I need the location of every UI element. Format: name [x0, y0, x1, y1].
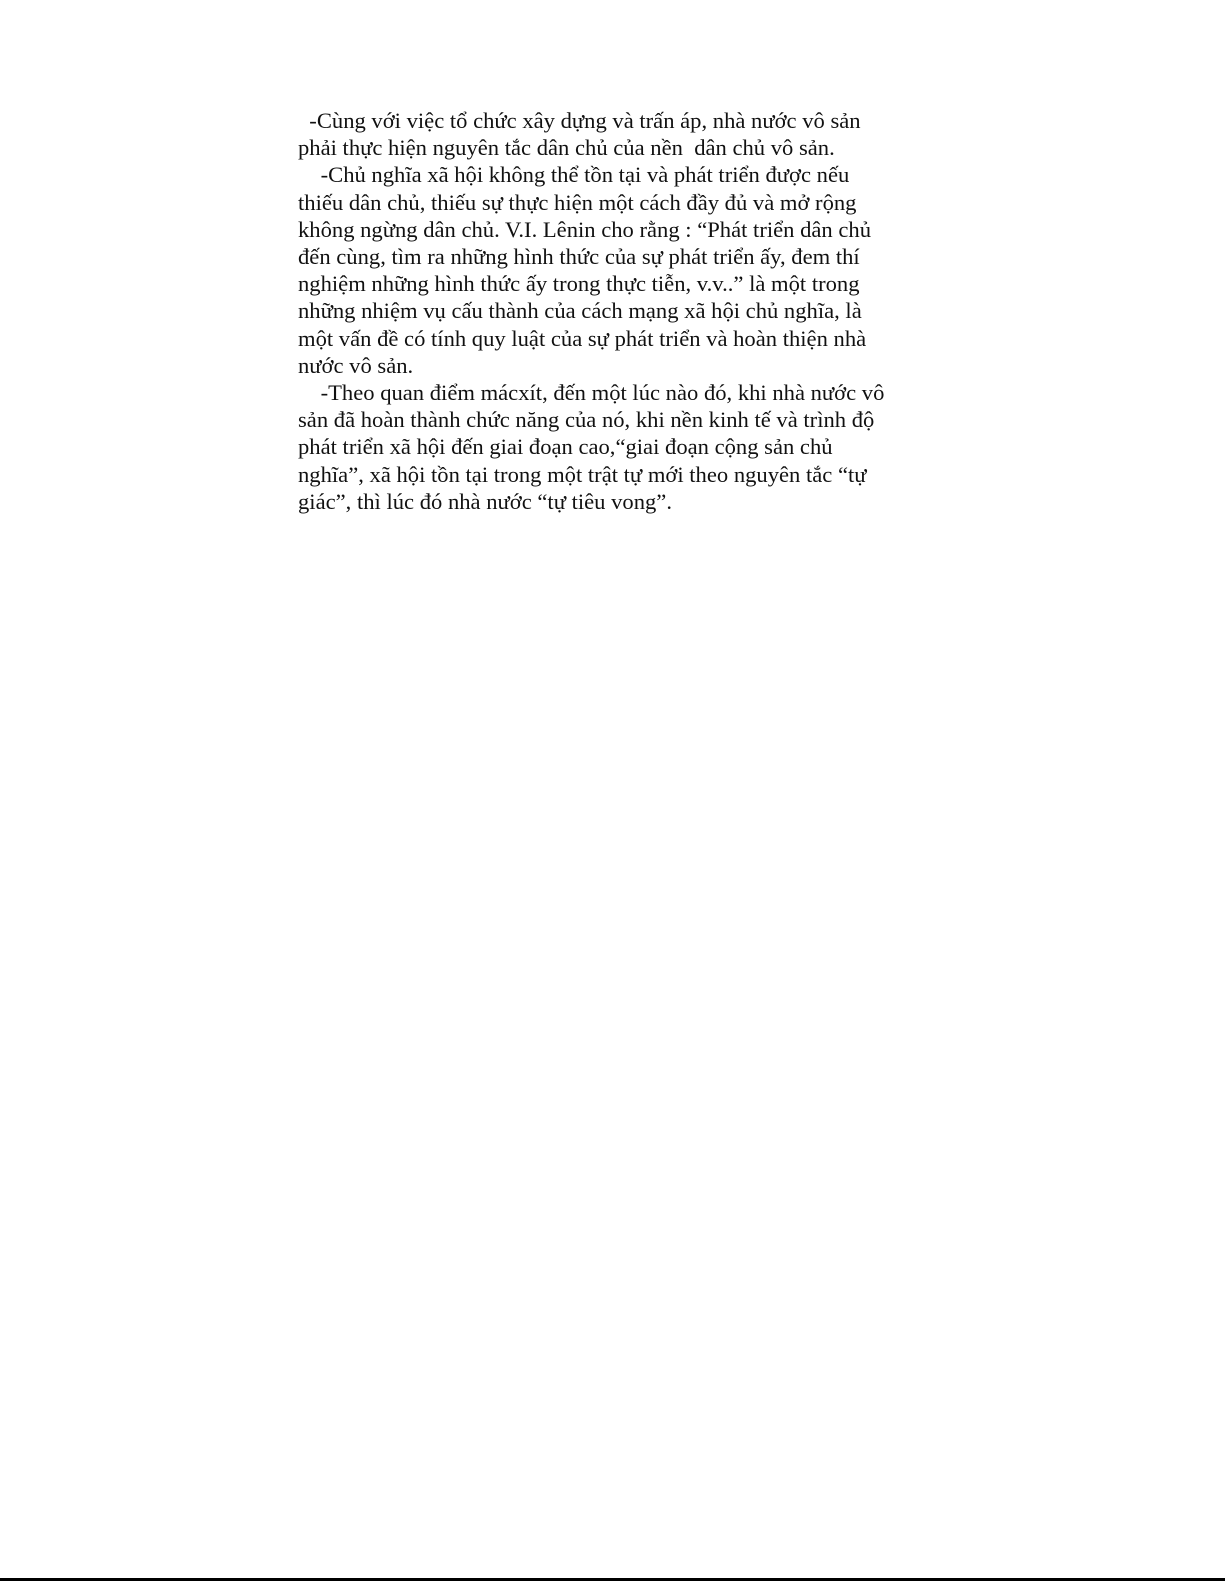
text-line: đến cùng, tìm ra những hình thức của sự phát triển ấy, đem thí	[298, 244, 860, 270]
text-line: -Cùng với việc tổ chức xây dựng và trấn áp, nhà nước vô sản	[298, 108, 861, 133]
paragraph-2	[298, 161, 922, 379]
text-line: không ngừng dân chủ. V.I. Lênin cho rằng : “Phát triển dân chủ	[298, 216, 871, 242]
text-line: nghĩa”, xã hội tồn tại trong một trật tự mới theo nguyên tắc “tự	[298, 461, 867, 487]
text-line: nước vô sản.	[298, 352, 414, 378]
body-text	[298, 107, 922, 515]
text-line: những nhiệm vụ cấu thành của cách mạng xã hội chủ nghĩa, là	[298, 298, 862, 324]
text-line: giác”, thì lúc đó nhà nước “tự tiêu vong”.	[298, 488, 672, 514]
paragraph-1	[298, 107, 922, 161]
text-line: phát triển xã hội đến giai đoạn cao,“giai đoạn cộng sản chủ	[298, 434, 833, 460]
text-line: phải thực hiện nguyên tắc dân chủ của nền dân chủ vô sản.	[298, 135, 835, 161]
text-line: sản đã hoàn thành chức năng của nó, khi nền kinh tế và trình độ	[298, 407, 875, 433]
text-line: -Theo quan điểm mácxít, đến một lúc nào đó, khi nhà nước vô	[298, 380, 885, 406]
page-bottom-rule	[0, 1578, 1225, 1581]
text-line: thiếu dân chủ, thiếu sự thực hiện một cách đầy đủ và mở rộng	[298, 189, 857, 215]
text-line: nghiệm những hình thức ấy trong thực tiễn, v.v..” là một trong	[298, 271, 860, 297]
paragraph-3	[298, 379, 922, 515]
text-line: -Chủ nghĩa xã hội không thể tồn tại và phát triển được nếu	[298, 162, 850, 188]
text-line: một vấn đề có tính quy luật của sự phát triển và hoàn thiện nhà	[298, 325, 867, 351]
